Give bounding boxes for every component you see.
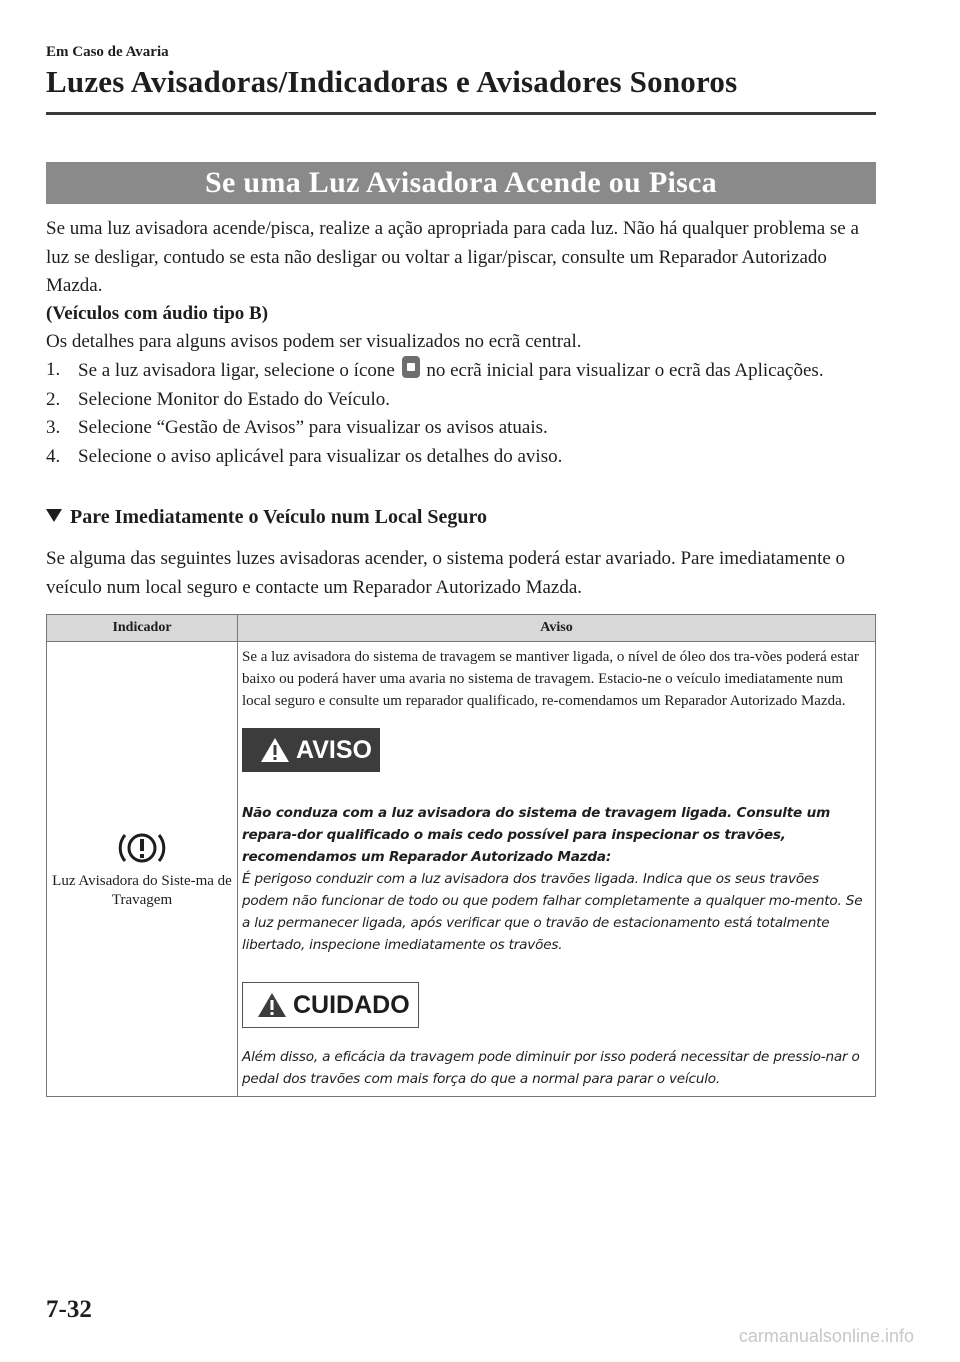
applications-icon	[402, 356, 420, 378]
step-item	[46, 443, 876, 472]
table-row	[47, 642, 876, 1097]
cuidado-box	[242, 982, 419, 1028]
indicator-label: Luz Avisadora do Siste-ma de Travagem	[52, 873, 232, 908]
subsection-heading	[46, 506, 487, 529]
brake-system-warning-icon	[114, 828, 170, 868]
step-text: Selecione Monitor do Estado do Veículo.	[78, 388, 391, 410]
section-title: Luzes Avisadoras/Indicadoras e Avisadores Sonoros	[46, 64, 738, 99]
step-text: Selecione “Gestão de Avisos” para visualizar os avisos atuais.	[78, 417, 548, 438]
step-number: 1.	[46, 359, 61, 380]
step-number: 3.	[46, 417, 61, 438]
cuidado-label: CUIDADO	[293, 991, 410, 1019]
aviso-box	[242, 728, 380, 772]
step-item	[46, 414, 876, 443]
warning-cell	[238, 642, 876, 1097]
step-item	[46, 386, 876, 415]
step-number: 4.	[46, 445, 61, 467]
aviso-text: É perigoso conduzir com a luz avisadora dos travões ligada. Indica que os seus travões podem não funcionar de todo ou que podem falhar completamente a qualquer mo-mento. Se a luz permanecer ligada, após verificar que o travão de estacionamento está totalmente libertado, inspecione imediatamente os travões.	[242, 871, 863, 953]
warning-description: Se a luz avisadora do sistema de travagem se mantiver ligada, o nível de óleo dos tra-vões poderá estar baixo ou poderá haver uma avaria no sistema de travagem. Estacio-ne o veículo imediatamente num local seguro e consulte um reparador qualificado, re-comendamos um Reparador Autorizado Mazda.	[242, 649, 859, 709]
step-text: Se a luz avisadora ligar, selecione o ícone	[78, 360, 395, 381]
warning-lights-table	[46, 614, 876, 1097]
caution-triangle-icon	[257, 992, 287, 1018]
header-indicator: Indicador	[47, 615, 238, 642]
warning-triangle-icon	[260, 737, 290, 763]
step-number: 2.	[46, 388, 61, 410]
intro-paragraph: Se uma luz avisadora acende/pisca, realize a ação apropriada para cada luz. Não há qualquer problema se a luz se desligar, contudo se esta não desligar ou voltar a ligar/piscar, consulte um Reparador Autorizado Mazda.	[46, 218, 859, 296]
table-header-row	[47, 615, 876, 642]
steps-list	[46, 356, 876, 471]
aviso-label: AVISO	[296, 736, 372, 764]
subsection-title: Pare Imediatamente o Veículo num Local Seguro	[70, 506, 488, 528]
header-divider	[46, 112, 876, 115]
vehicle-note: (Veículos com áudio tipo B)	[46, 303, 269, 324]
chapter-label: Em Caso de Avaria	[46, 44, 169, 60]
step-text-continued: no ecrã inicial para visualizar o ecrã das Aplicações.	[426, 360, 824, 381]
topic-banner: Se uma Luz Avisadora Acende ou Pisca	[46, 162, 876, 204]
indicator-cell	[47, 642, 238, 1097]
details-paragraph: Os detalhes para alguns avisos podem ser visualizados no ecrã central.	[46, 331, 582, 352]
aviso-bold-text: Não conduza com a luz avisadora do sistema de travagem ligada. Consulte um repara-dor qualificado o mais cedo possível para inspecionar os travões, recomendamos um Reparador Autorizado Mazda:	[242, 805, 831, 865]
header-warning: Aviso	[238, 615, 876, 642]
step-text: Selecione o aviso aplicável para visualizar os detalhes do aviso.	[78, 445, 563, 467]
watermark: carmanualsonline.info	[738, 1326, 914, 1346]
cuidado-text: Além disso, a eficácia da travagem pode diminuir por isso poderá necessitar de pressio-nar o pedal dos travões com mais força do que a normal para parar o veículo.	[242, 1049, 860, 1087]
triangle-bullet-icon	[46, 509, 62, 522]
subsection-paragraph: Se alguma das seguintes luzes avisadoras acender, o sistema poderá estar avariado. Pare imediatamente o veículo num local seguro e contacte um Reparador Autorizado Mazda.	[46, 548, 846, 598]
step-item	[46, 356, 876, 386]
page-number: 7-32	[46, 1296, 92, 1323]
